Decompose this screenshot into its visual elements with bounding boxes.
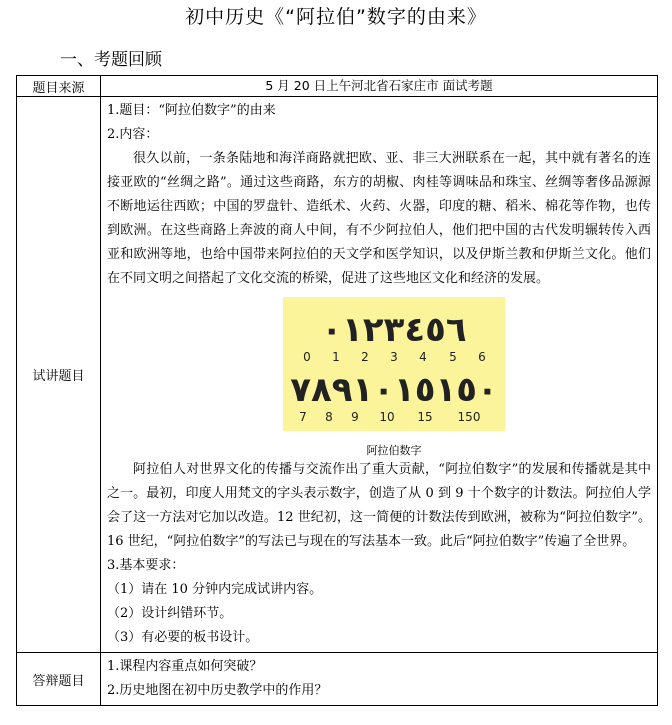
arabic-numerals-image (283, 297, 505, 431)
western-number: 150 (457, 410, 481, 424)
table-row-lecture (17, 97, 658, 653)
defense-label: 答辩题目 (17, 653, 101, 706)
section-heading: 一、考题回顾 (60, 50, 162, 70)
western-digit: 5 (449, 350, 457, 364)
western-number: 15 (417, 410, 433, 424)
defense-content (101, 653, 658, 706)
table-row-source (17, 76, 658, 97)
lecture-label: 试讲题目 (17, 97, 101, 653)
figure-caption: 阿拉伯数字 (366, 444, 422, 457)
document-title: 初中历史《“阿拉伯”数字的由来》 (185, 6, 487, 28)
defense-question: 2.历史地图在初中历史教学中的作用？ (107, 683, 328, 698)
requirements-heading: 3.基本要求： (107, 558, 185, 573)
western-digit: 6 (478, 350, 486, 364)
western-number: 8 (325, 410, 333, 424)
arabic-numerals-figure (283, 297, 505, 458)
lecture-content-heading: 2.内容： (107, 127, 159, 142)
western-digit: 1 (332, 350, 340, 364)
western-digit: 0 (303, 350, 311, 364)
defense-question: 1.课程内容重点如何突破？ (107, 659, 263, 674)
requirement-item: （2）设计纠错环节。 (107, 606, 233, 621)
eastern-numerals-row-1: ٠١٢٣٤٥٦ (321, 310, 467, 350)
source-value: 5 月 20 日上午河北省石家庄市 面试考题 (101, 76, 658, 97)
eastern-numerals-row-2: ٧٨٩١٠١٥١٥٠ (290, 370, 498, 410)
lecture-topic: 1.题目：“阿拉伯数字”的由来 (107, 103, 276, 118)
lecture-content (101, 97, 658, 653)
requirement-item: （3）有必要的板书设计。 (107, 630, 259, 645)
exam-table (16, 75, 658, 706)
requirement-item: （1）请在 10 分钟内完成试讲内容。 (107, 582, 323, 597)
western-number: 10 (379, 410, 395, 424)
western-digit: 4 (419, 350, 427, 364)
table-row-defense (17, 653, 658, 706)
western-digit: 3 (390, 350, 398, 364)
lecture-paragraph-2: 阿拉伯人对世界文化的传播与交流作出了重大贡献，“阿拉伯数字”的发展和传播就是其中之一。最初，印度人用梵文的字头表示数字，创造了从 0 到 9 十个数字的计数法。阿拉伯人学会了这一方法对它加以改造。12 世纪初，这一简便的计数法传到欧洲，被称为“阿拉伯数字”。16 世纪，“阿拉伯数字”的写法已与现在的写法基本一致。此后“阿拉伯数字”传遍了全世界。 (107, 462, 651, 549)
western-number: 7 (299, 410, 307, 424)
lecture-paragraph-1: 很久以前，一条条陆地和海洋商路就把欧、亚、非三大洲联系在一起，其中就有著名的连接亚欧的“丝绸之路”。通过这些商路，东方的胡椒、肉桂等调味品和珠宝、丝绸等奢侈品源源不断地运往西欧；中国的罗盘针、造纸术、火药、火器，印度的糖、稻米、棉花等作物，也传到欧洲。在这些商路上奔波的商人中间，有不少阿拉伯人，他们把中国的古代发明辗转传入西亚和欧洲等地，也给中国带来阿拉伯的天文学和医学知识，以及伊斯兰教和伊斯兰文化。他们在不同文明之间搭起了文化交流的桥梁，促进了这些地区文化和经济的发展。 (107, 151, 651, 286)
source-label: 题目来源 (17, 76, 101, 97)
western-number: 9 (351, 410, 359, 424)
western-digit: 2 (361, 350, 369, 364)
